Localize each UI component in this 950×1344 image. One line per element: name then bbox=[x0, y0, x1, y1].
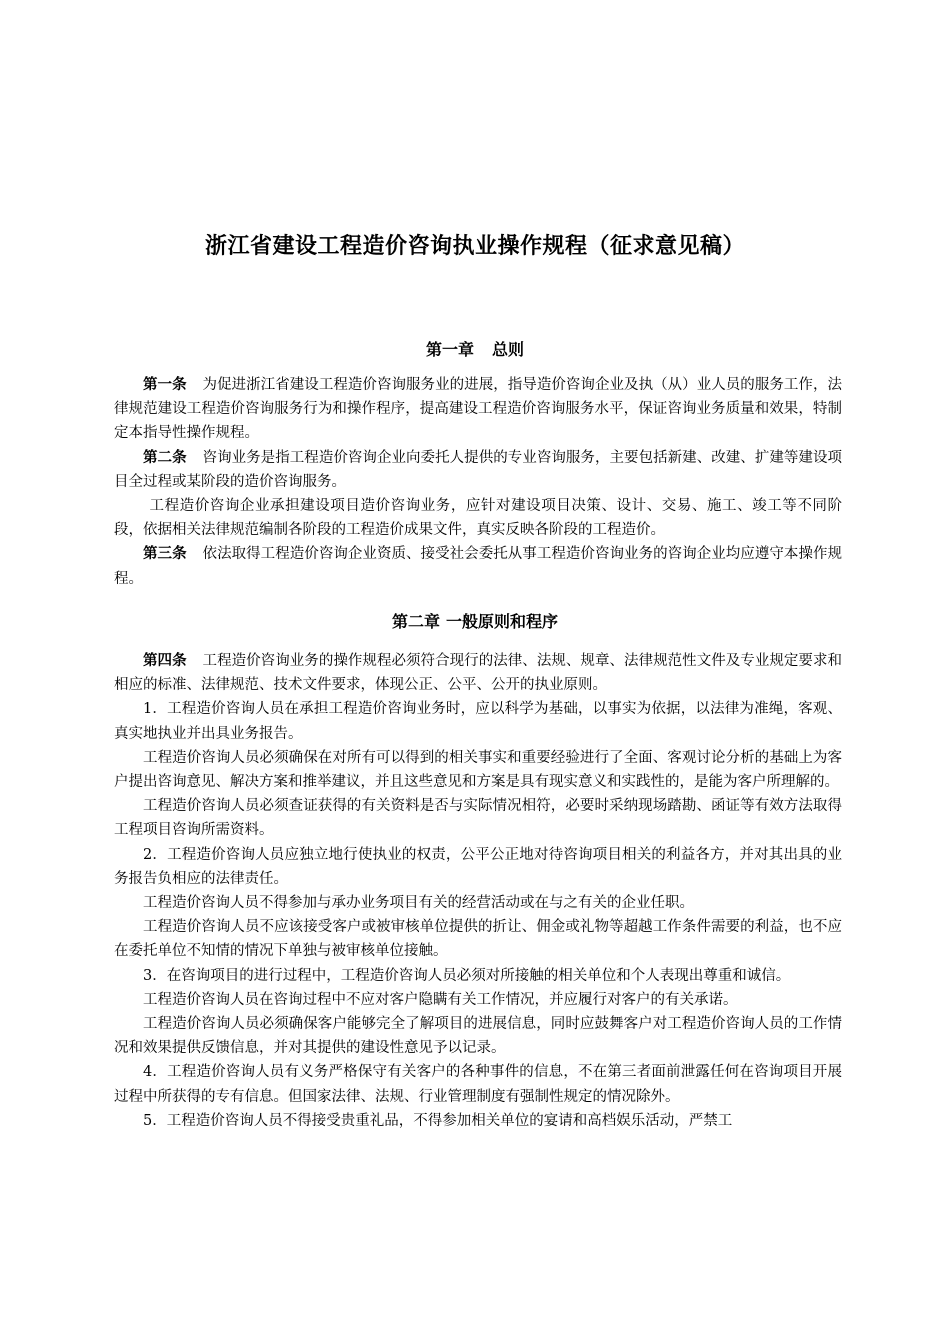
article-paragraph bbox=[114, 373, 842, 446]
paragraph-text: 工程造价咨询人员必须查证获得的有关资料是否与实际情况相符，必要时采纳现场踏勘、函证等有效方法取得工程项目咨询所需资料。 bbox=[114, 798, 842, 839]
article-label: 第四条 bbox=[143, 653, 187, 669]
body-paragraph bbox=[114, 746, 842, 794]
body-paragraph bbox=[114, 1012, 842, 1060]
numbered-paragraph bbox=[114, 843, 842, 891]
paragraph-text: 工程造价咨询人员不应该接受客户或被审核单位提供的折让、佣金或礼物等超越工作条件需要的利益，也不应在委托单位不知情的情况下单独与被审核单位接触。 bbox=[114, 919, 842, 960]
chapter-number: 第二章 bbox=[391, 612, 440, 631]
paragraph-text: 咨询业务是指工程造价咨询企业向委托人提供的专业咨询服务，主要包括新建、改建、扩建等建设项目全过程或某阶段的造价咨询服务。 bbox=[114, 449, 843, 490]
paragraph-text: 工程造价咨询人员在咨询过程中不应对客户隐瞒有关工作情况，并应履行对客户的有关承诺。 bbox=[143, 991, 738, 1008]
paragraph-text: 工程造价咨询企业承担建设项目造价咨询业务，应针对建设项目决策、设计、交易、施工、竣工等不同阶段，依据相关法律规范编制各阶段的工程造价成果文件，真实反映各阶段的工程造价。 bbox=[114, 498, 842, 539]
paragraph-text: 3．在咨询项目的进行过程中，工程造价咨询人员必须对所接触的相关单位和个人表现出尊重和诚信。 bbox=[143, 967, 791, 984]
body-paragraph bbox=[114, 891, 842, 915]
chapter-number: 第一章 bbox=[425, 340, 474, 359]
chapter-heading bbox=[0, 337, 950, 363]
paragraph-text: 5．工程造价咨询人员不得接受贵重礼品，不得参加相关单位的宴请和高档娱乐活动，严禁工 bbox=[143, 1112, 733, 1129]
paragraph-text: 依法取得工程造价咨询企业资质、接受社会委托从事工程造价咨询业务的咨询企业均应遵守本操作规程。 bbox=[114, 546, 843, 587]
article-label: 第二条 bbox=[143, 449, 187, 466]
numbered-paragraph bbox=[114, 1109, 842, 1133]
document-title: 浙江省建设工程造价咨询执业操作规程（征求意见稿） bbox=[204, 234, 745, 259]
body-paragraph bbox=[114, 494, 842, 542]
paragraph-text: 2．工程造价咨询人员应独立地行使执业的权责，公平公正地对待咨询项目相关的利益各方，并对其出具的业务报告负相应的法律责任。 bbox=[114, 846, 842, 887]
paragraph-text: 工程造价咨询人员必须确保客户能够完全了解项目的进展信息，同时应鼓舞客户对工程造价咨询人员的工作情况和效果提供反馈信息，并对其提供的建设性意见予以记录。 bbox=[114, 1016, 842, 1057]
chapter-body bbox=[114, 373, 842, 591]
body-paragraph bbox=[114, 794, 842, 842]
article-label: 第一条 bbox=[143, 377, 187, 393]
chapter-body bbox=[114, 649, 842, 1133]
paragraph-text: 工程造价咨询业务的操作规程必须符合现行的法律、法规、规章、法律规范性文件及专业规定要求和相应的标准、法律规范、技术文件要求，体现公正、公平、公开的执业原则。 bbox=[114, 653, 843, 694]
paragraph-text: 工程造价咨询人员必须确保在对所有可以得到的相关事实和重要经验进行了全面、客观讨论分析的基础上为客户提出咨询意见、解决方案和推举建议，并且这些意见和方案是具有现实意义和实践性的，是能为客户所理解的。 bbox=[114, 749, 842, 791]
body-paragraph bbox=[114, 915, 842, 963]
numbered-paragraph bbox=[114, 697, 842, 745]
article-paragraph bbox=[114, 649, 842, 697]
paragraph-text: 工程造价咨询人员不得参加与承办业务项目有关的经营活动或在与之有关的企业任职。 bbox=[143, 895, 694, 912]
numbered-paragraph bbox=[114, 1060, 842, 1108]
chapter-name: 一般原则和程序 bbox=[446, 612, 559, 631]
paragraph-text: 4．工程造价咨询人员有义务严格保守有关客户的各种事件的信息，不在第三者面前泄露任何在咨询项目开展过程中所获得的专有信息。但国家法律、法规、行业管理制度有强制性规定的情况除外。 bbox=[114, 1064, 842, 1105]
chapter-name: 总则 bbox=[492, 340, 525, 359]
paragraph-text: 1．工程造价咨询人员在承担工程造价咨询业务时，应以科学为基础，以事实为依据，以法律为准绳，客观、真实地执业并出具业务报告。 bbox=[114, 701, 842, 742]
body-paragraph bbox=[114, 988, 842, 1012]
article-paragraph bbox=[114, 542, 842, 590]
numbered-paragraph bbox=[114, 964, 842, 988]
article-label: 第三条 bbox=[143, 546, 187, 563]
article-paragraph bbox=[114, 446, 842, 494]
chapter-heading bbox=[0, 609, 950, 635]
paragraph-text: 为促进浙江省建设工程造价咨询服务业的进展，指导造价咨询企业及执（从）业人员的服务工作，法律规范建设工程造价咨询服务行为和操作程序，提高建设工程造价咨询服务水平，保证咨询业务质量和效果，特制定本指导性操作规程。 bbox=[114, 377, 843, 442]
